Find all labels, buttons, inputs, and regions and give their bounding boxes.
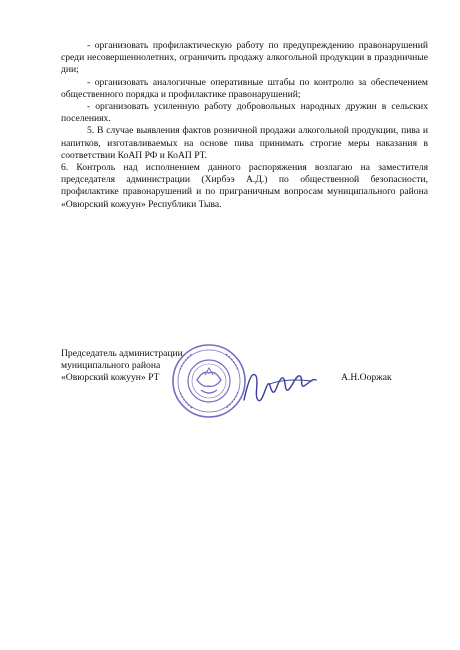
paragraph-item-5: 5. В случае выявления фактов розничной продажи алкогольной продукции, пива и напитков, изготавливаемых на основе пива принимать строгие меры наказания в соответствии КоАП РФ и КоАП РТ. bbox=[61, 125, 428, 161]
signatory-title-line3: «Овюрский кожуун» РТ bbox=[61, 372, 160, 384]
signatory-title-line1: Председатель администрации bbox=[61, 348, 183, 359]
document-body bbox=[61, 40, 428, 211]
official-stamp-seal bbox=[170, 342, 248, 420]
paragraph-operational-headquarters: - организовать аналогичные оперативные штабы по контролю за обеспечением общественного порядка и профилактике правонарушений; bbox=[61, 76, 428, 100]
handwritten-signature bbox=[240, 362, 320, 408]
paragraph-item-6: 6. Контроль над исполнением данного распоряжения возлагаю на заместителя председателя администрации (Хирбээ А.Д.) по общественной безопасности, профилактике правонарушений и по приграничным вопросам муниципального района «Овюрский кожуун» Республики Тыва. bbox=[61, 162, 428, 210]
paragraph-prevention-work: - организовать профилактическую работу по предупреждению правонарушений среди несовершеннолетних, ограничить продажу алкогольной продукции в праздничные дни; bbox=[61, 40, 428, 76]
signatory-title-line2: муниципального района bbox=[61, 360, 161, 372]
signatory-name: А.Н.Ооржак bbox=[341, 372, 392, 384]
paragraph-volunteer-squads: - организовать усиленную работу добровольных народных дружин в сельских поселениях. bbox=[61, 101, 428, 125]
